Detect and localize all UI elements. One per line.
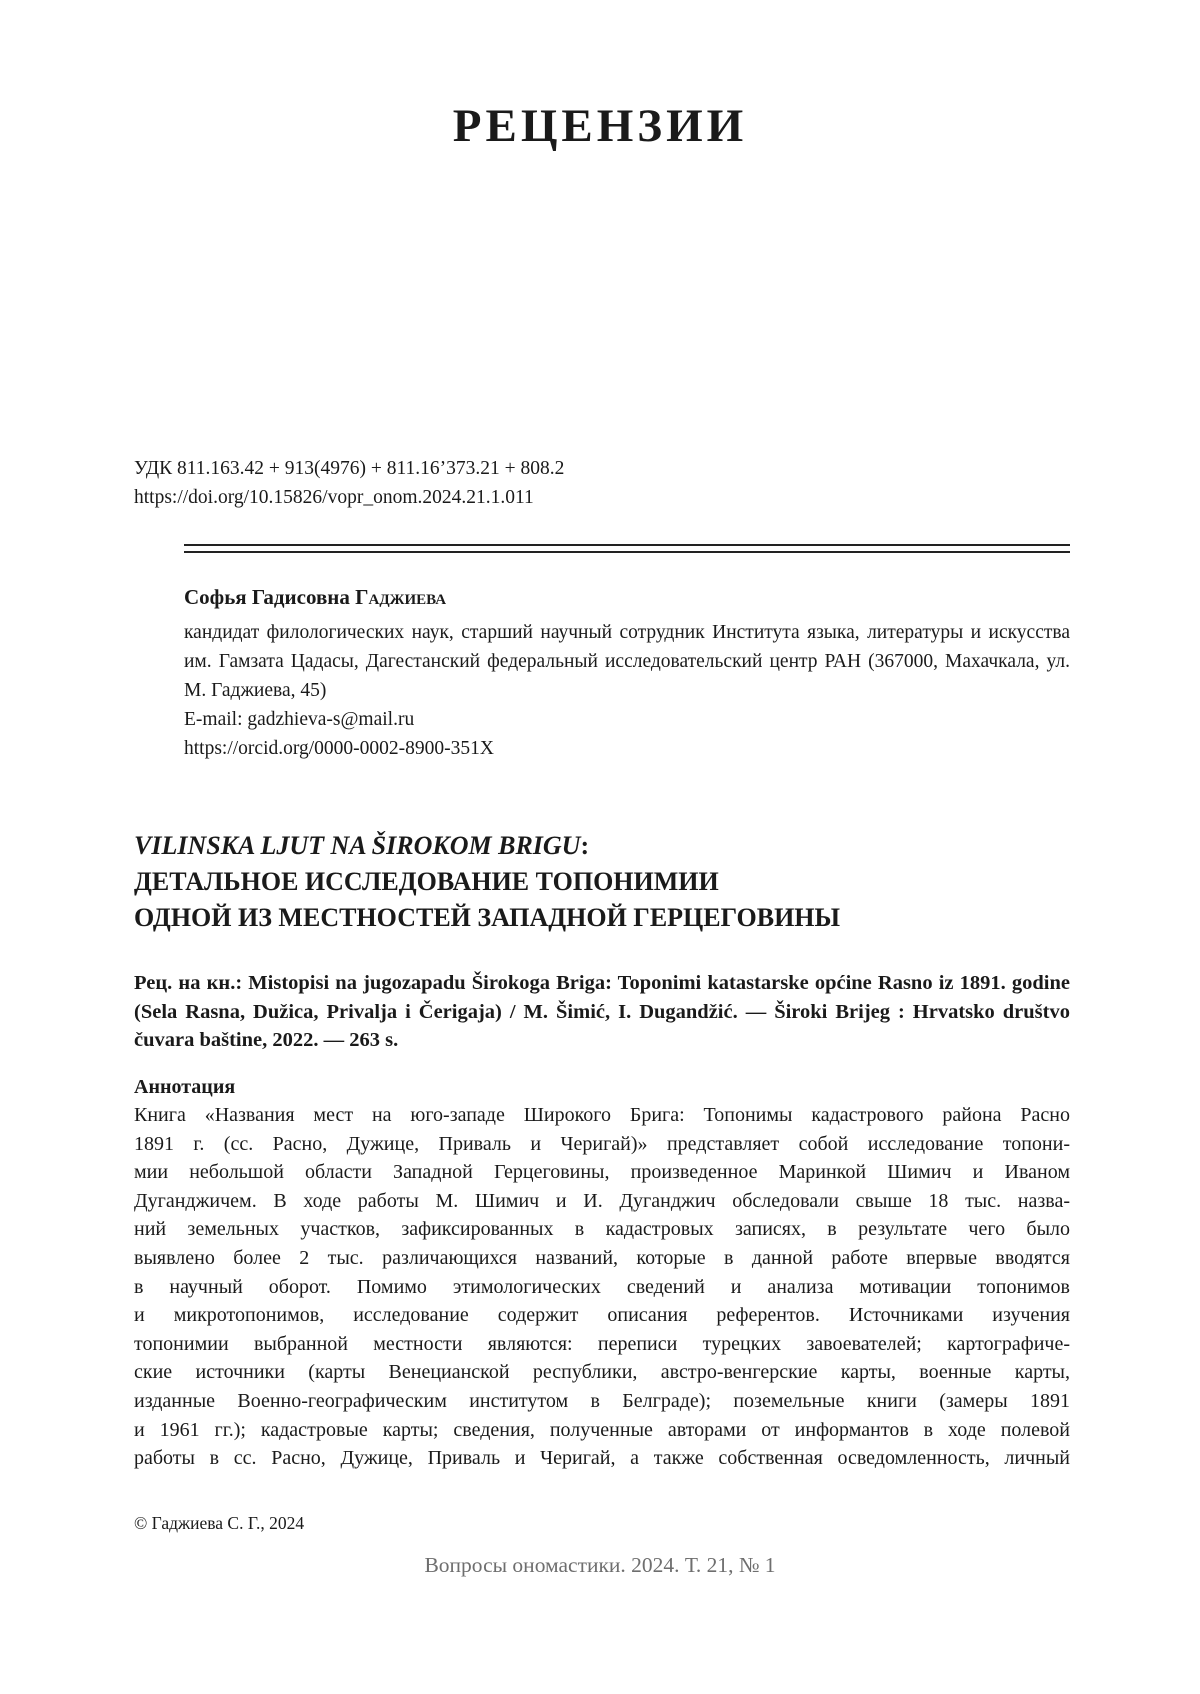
- udk-code: УДК 811.163.42 + 913(4976) + 811.16’373.21 + 808.2: [134, 458, 565, 479]
- author-affiliation: кандидат филологических наук, старший научный сотрудник Института языка, литературы и искусства им. Гамзата Цадасы, Дагестанский федеральный исследовательский центр РАН (367000, Махачкала, ул. М. Гаджиева, 45): [184, 622, 1070, 701]
- annotation-line: топонимии выбранной местности являются: переписи турецких завоевателей; картографиче-: [134, 1332, 1070, 1355]
- annotation-line: выявлено более 2 тыс. различающихся названий, которые в данной работе впервые вводятся: [134, 1246, 1070, 1269]
- copyright-notice: © Гаджиева С. Г., 2024: [134, 1513, 305, 1533]
- article-title-colon: :: [580, 831, 590, 860]
- annotation-heading: Аннотация: [134, 1076, 236, 1098]
- reviewed-book-reference: Рец. на кн.: Mistopisi na jugozapadu Širokoga Briga: Toponimi katastarske općine Rasno iz 1891. godine (Sela Rasna, Dužica, Privalja i Čerigaja) / M. Šimić, I. Dugandžić. — Široki Brijeg : Hrvatsko društvo čuvara baštine, 2022. — 263 s.: [134, 972, 1070, 1051]
- annotation-line: Книга «Названия мест на юго-западе Широкого Брига: Топонимы кадастрового района Расно: [134, 1104, 1070, 1126]
- journal-footer: Вопросы ономастики. 2024. Т. 21, № 1: [424, 1553, 776, 1577]
- author-given-names: Софья Гадисовна: [184, 585, 350, 609]
- article-title-italic: VILINSKA LJUT NA ŠIROKOM BRIGU: [134, 831, 581, 860]
- author-orcid[interactable]: https://orcid.org/0000-0002-8900-351X: [184, 738, 494, 759]
- annotation-body: [134, 1101, 1070, 1473]
- section-title: РЕЦЕНЗИИ: [452, 100, 748, 152]
- annotation-line: в научный оборот. Помимо этимологических сведений и анализа мотивации топонимов: [134, 1275, 1070, 1298]
- doi-link[interactable]: https://doi.org/10.15826/vopr_onom.2024.21.1.011: [134, 487, 534, 508]
- article-title-line-3: ОДНОЙ ИЗ МЕСТНОСТЕЙ ЗАПАДНОЙ ГЕРЦЕГОВИНЫ: [134, 903, 841, 932]
- author-name: [184, 583, 446, 611]
- annotation-line: изданные Военно-географическим институтом в Белграде); поземельные книги (замеры 1891: [134, 1389, 1070, 1412]
- annotation-line: работы в сс. Расно, Дужице, Приваль и Черигай, а также собственная осведомленность, личный: [134, 1447, 1070, 1470]
- annotation-line: Дуганджичем. В ходе работы М. Шимич и И. Дуганджич обследовали свыше 18 тыс. назва-: [134, 1189, 1070, 1212]
- annotation-line: ний земельных участков, зафиксированных в кадастровых записях, в результате чего было: [134, 1218, 1070, 1241]
- article-title: [134, 828, 840, 936]
- annotation-line: и 1961 гг.); кадастровые карты; сведения, полученные авторами от информантов в ходе полевой: [134, 1418, 1070, 1441]
- annotation-line: мии небольшой области Западной Герцеговины, произведенное Маринкой Шимич и Иваном: [134, 1161, 1070, 1184]
- article-metadata: [134, 454, 564, 512]
- divider-rule-bottom: [184, 551, 1070, 553]
- divider-rule-top: [184, 544, 1070, 546]
- annotation-line: и микротопонимов, исследование содержит описания референтов. Источниками изучения: [134, 1304, 1070, 1327]
- author-surname: Гаджиева: [355, 585, 447, 609]
- annotation-line: ские источники (карты Венецианской республики, австро-венгерские карты, военные карты,: [134, 1361, 1070, 1384]
- annotation-line: 1891 г. (сс. Расно, Дужице, Приваль и Чеpигай)» представляет собой исследование топони-: [134, 1132, 1070, 1155]
- article-title-line-2: ДЕТАЛЬНОЕ ИССЛЕДОВАНИЕ ТОПОНИМИИ: [134, 867, 719, 896]
- author-affiliation-block: [184, 618, 1070, 763]
- author-email[interactable]: E-mail: gadzhieva-s@mail.ru: [184, 709, 415, 730]
